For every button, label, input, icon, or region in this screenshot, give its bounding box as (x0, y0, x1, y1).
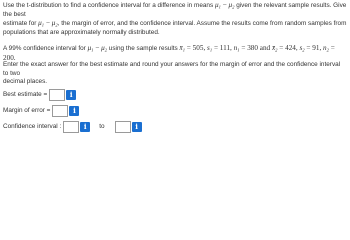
info-icon[interactable]: i (132, 122, 142, 132)
best-estimate-row (3, 88, 77, 102)
info-icon[interactable]: i (80, 122, 90, 132)
mu-difference-symbol: $\mu_1 - \mu_2$ (214, 1, 235, 10)
margin-of-error-label: Margin of error = (3, 106, 51, 114)
ci-lower-input[interactable] (63, 121, 79, 133)
margin-of-error-input[interactable] (52, 105, 68, 117)
ci-upper-input[interactable] (115, 121, 131, 133)
mu-difference-symbol: $\mu_1 - \mu_2$ (87, 44, 108, 53)
sample-results-statement: A 99% confidence interval for $\mu_1 - \mu_2$ using the sample results $x̄_1 = 505$, $s_1 = 111$, $n_1 = 380$ and $x̄_2 = 424$, $s_2 = 91$, $n_2 = 200$. (3, 44, 335, 62)
best-estimate-label: Best estimate = (3, 90, 48, 98)
sample-stats: $x̄_1 = 505$, $s_1 = 111$, $n_1 = 380$ and $x̄_2 = 424$, $s_2 = 91$, $n_2 = 200$. (3, 44, 335, 62)
problem-intro (3, 1, 347, 37)
confidence-interval-label: Confidence interval : (3, 122, 62, 130)
to-label: to (99, 122, 105, 130)
intro-line-3: populations that are approximately normally distributed. (3, 28, 160, 36)
margin-of-error-row (3, 104, 80, 118)
mu-difference-symbol: $\mu_1 - \mu_2$ (38, 19, 58, 28)
instructions: Enter the exact answer for the best estimate and round your answers for the margin of error and the confidence interval to two decimal places. (3, 61, 341, 86)
confidence-interval-row (3, 120, 143, 134)
intro-line-1: Use the t-distribution to find a confidence interval for a difference in means $\mu_1 - \mu_2$ given the relevant sample results. Give the best (3, 1, 347, 18)
info-icon[interactable]: i (69, 106, 79, 116)
info-icon[interactable]: i (66, 90, 76, 100)
best-estimate-input[interactable] (49, 89, 65, 101)
intro-line-2: estimate for $\mu_1 - \mu_2$, the margin of error, and the confidence interval. Assume the results come from random samples from (3, 19, 347, 28)
